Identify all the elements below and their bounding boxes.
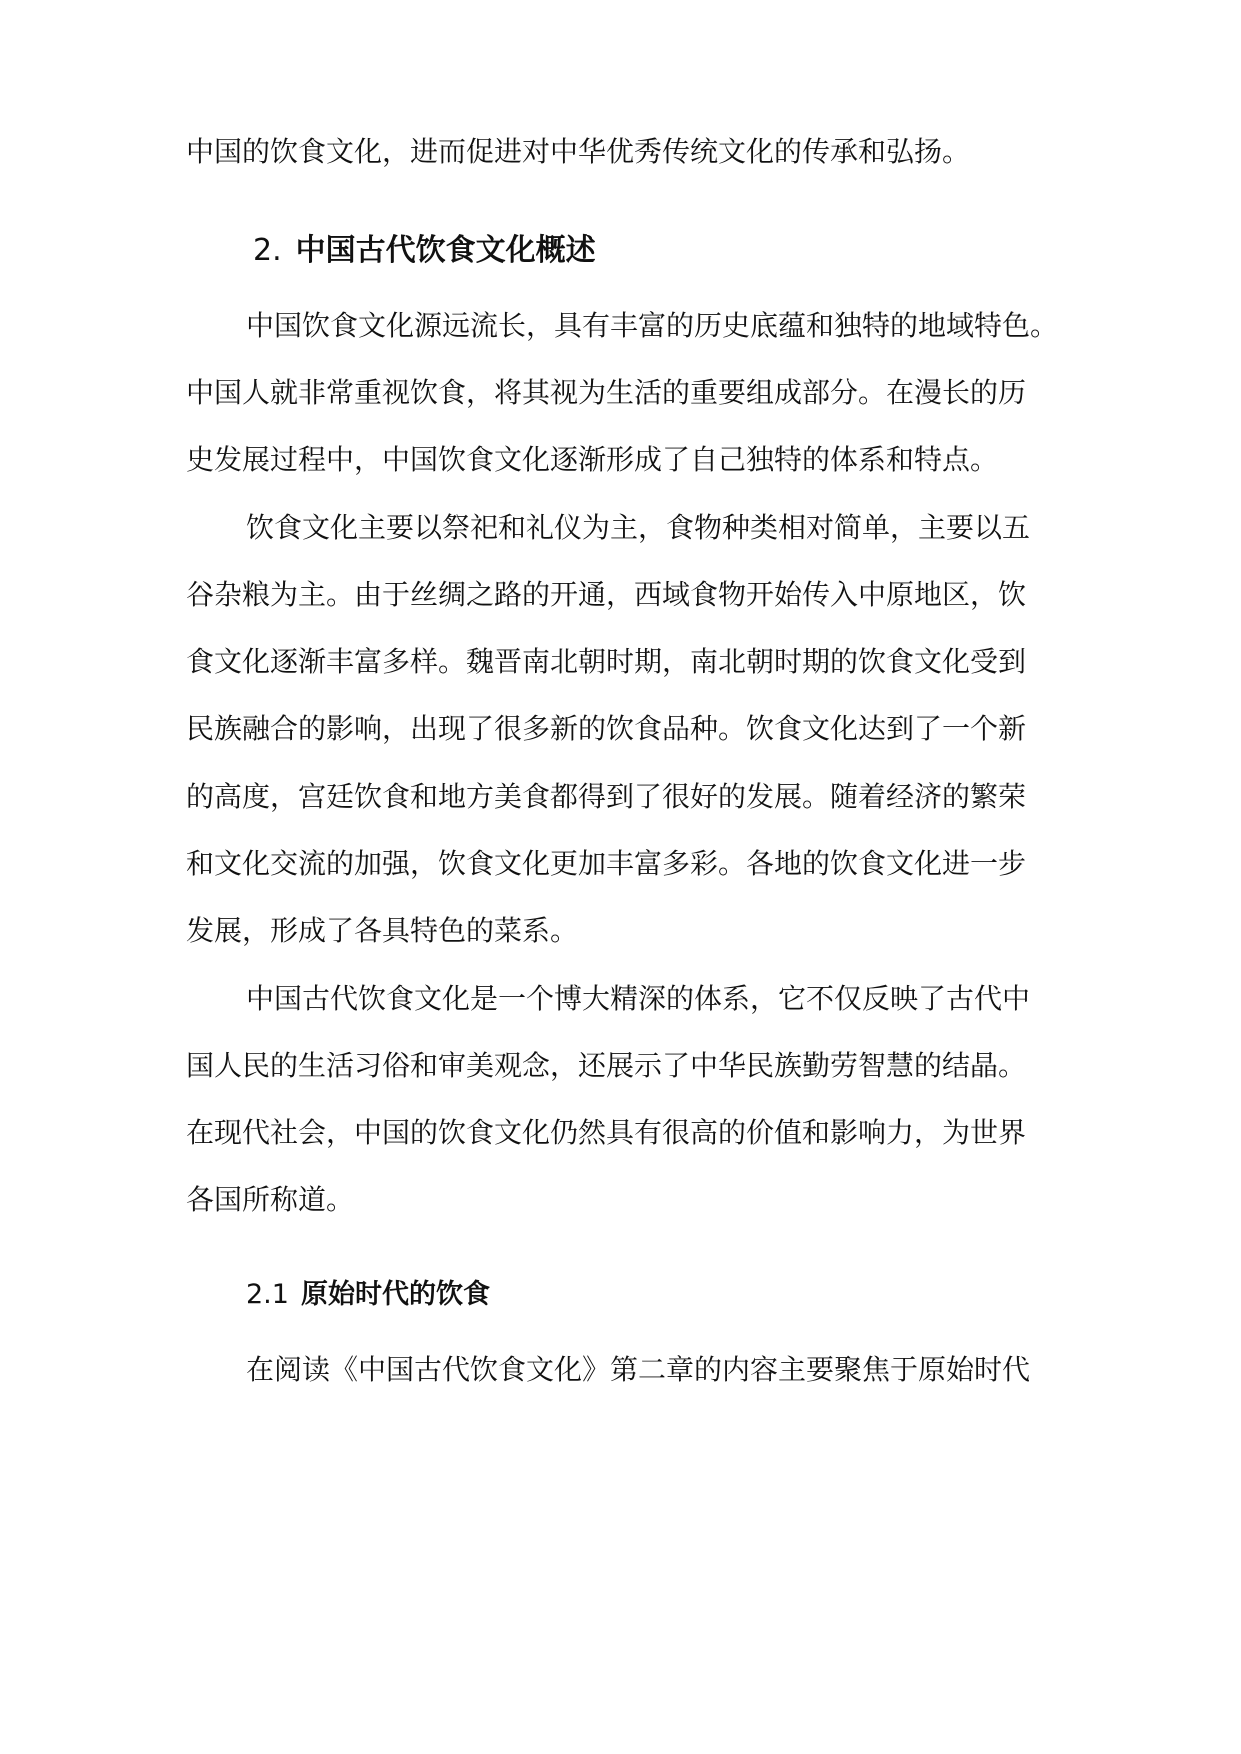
paragraph-1-line: 史发展过程中，中国饮食文化逐渐形成了自己独特的体系和特点。 <box>186 443 999 476</box>
paragraph-2-line: 饮食文化主要以祭祀和礼仪为主，食物种类相对简单，主要以五 <box>246 511 1031 544</box>
section-2-1-title: 原始时代的饮食 <box>300 1279 490 1310</box>
paragraph-1-line: 中国人就非常重视饮食，将其视为生活的重要组成部分。在漫长的历 <box>186 376 1027 409</box>
paragraph-4-line: 在阅读《中国古代饮食文化》第二章的内容主要聚焦于原始时代 <box>246 1353 1031 1386</box>
paragraph-3-line: 在现代社会，中国的饮食文化仍然具有很高的价值和影响力，为世界 <box>186 1116 1027 1149</box>
lead-in-line: 中国的饮食文化，进而促进对中华优秀传统文化的传承和弘扬。 <box>186 135 971 168</box>
paragraph-2-line: 食文化逐渐丰富多样。魏晋南北朝时期，南北朝时期的饮食文化受到 <box>186 645 1027 678</box>
section-2-1-number: 2.1 <box>246 1279 289 1310</box>
paragraph-3-line: 各国所称道。 <box>186 1183 355 1216</box>
paragraph-3-line: 中国古代饮食文化是一个博大精深的体系，它不仅反映了古代中 <box>246 982 1031 1015</box>
paragraph-3-line: 国人民的生活习俗和审美观念，还展示了中华民族勤劳智慧的结晶。 <box>186 1049 1027 1082</box>
paragraph-2-line: 民族融合的影响，出现了很多新的饮食品种。饮食文化达到了一个新 <box>186 712 1027 745</box>
section-2-heading <box>253 232 596 270</box>
section-2-1-heading <box>246 1277 490 1313</box>
section-2-number: 2. <box>253 233 282 268</box>
paragraph-2-line: 谷杂粮为主。由于丝绸之路的开通，西域食物开始传入中原地区，饮 <box>186 578 1027 611</box>
paragraph-2-line: 和文化交流的加强，饮食文化更加丰富多彩。各地的饮食文化进一步 <box>186 847 1027 880</box>
paragraph-1-line: 中国饮食文化源远流长，具有丰富的历史底蕴和独特的地域特色。 <box>246 309 1059 342</box>
section-2-title: 中国古代饮食文化概述 <box>295 233 596 268</box>
paragraph-2-line: 发展，形成了各具特色的菜系。 <box>186 914 579 947</box>
paragraph-2-line: 的高度，宫廷饮食和地方美食都得到了很好的发展。随着经济的繁荣 <box>186 780 1027 813</box>
